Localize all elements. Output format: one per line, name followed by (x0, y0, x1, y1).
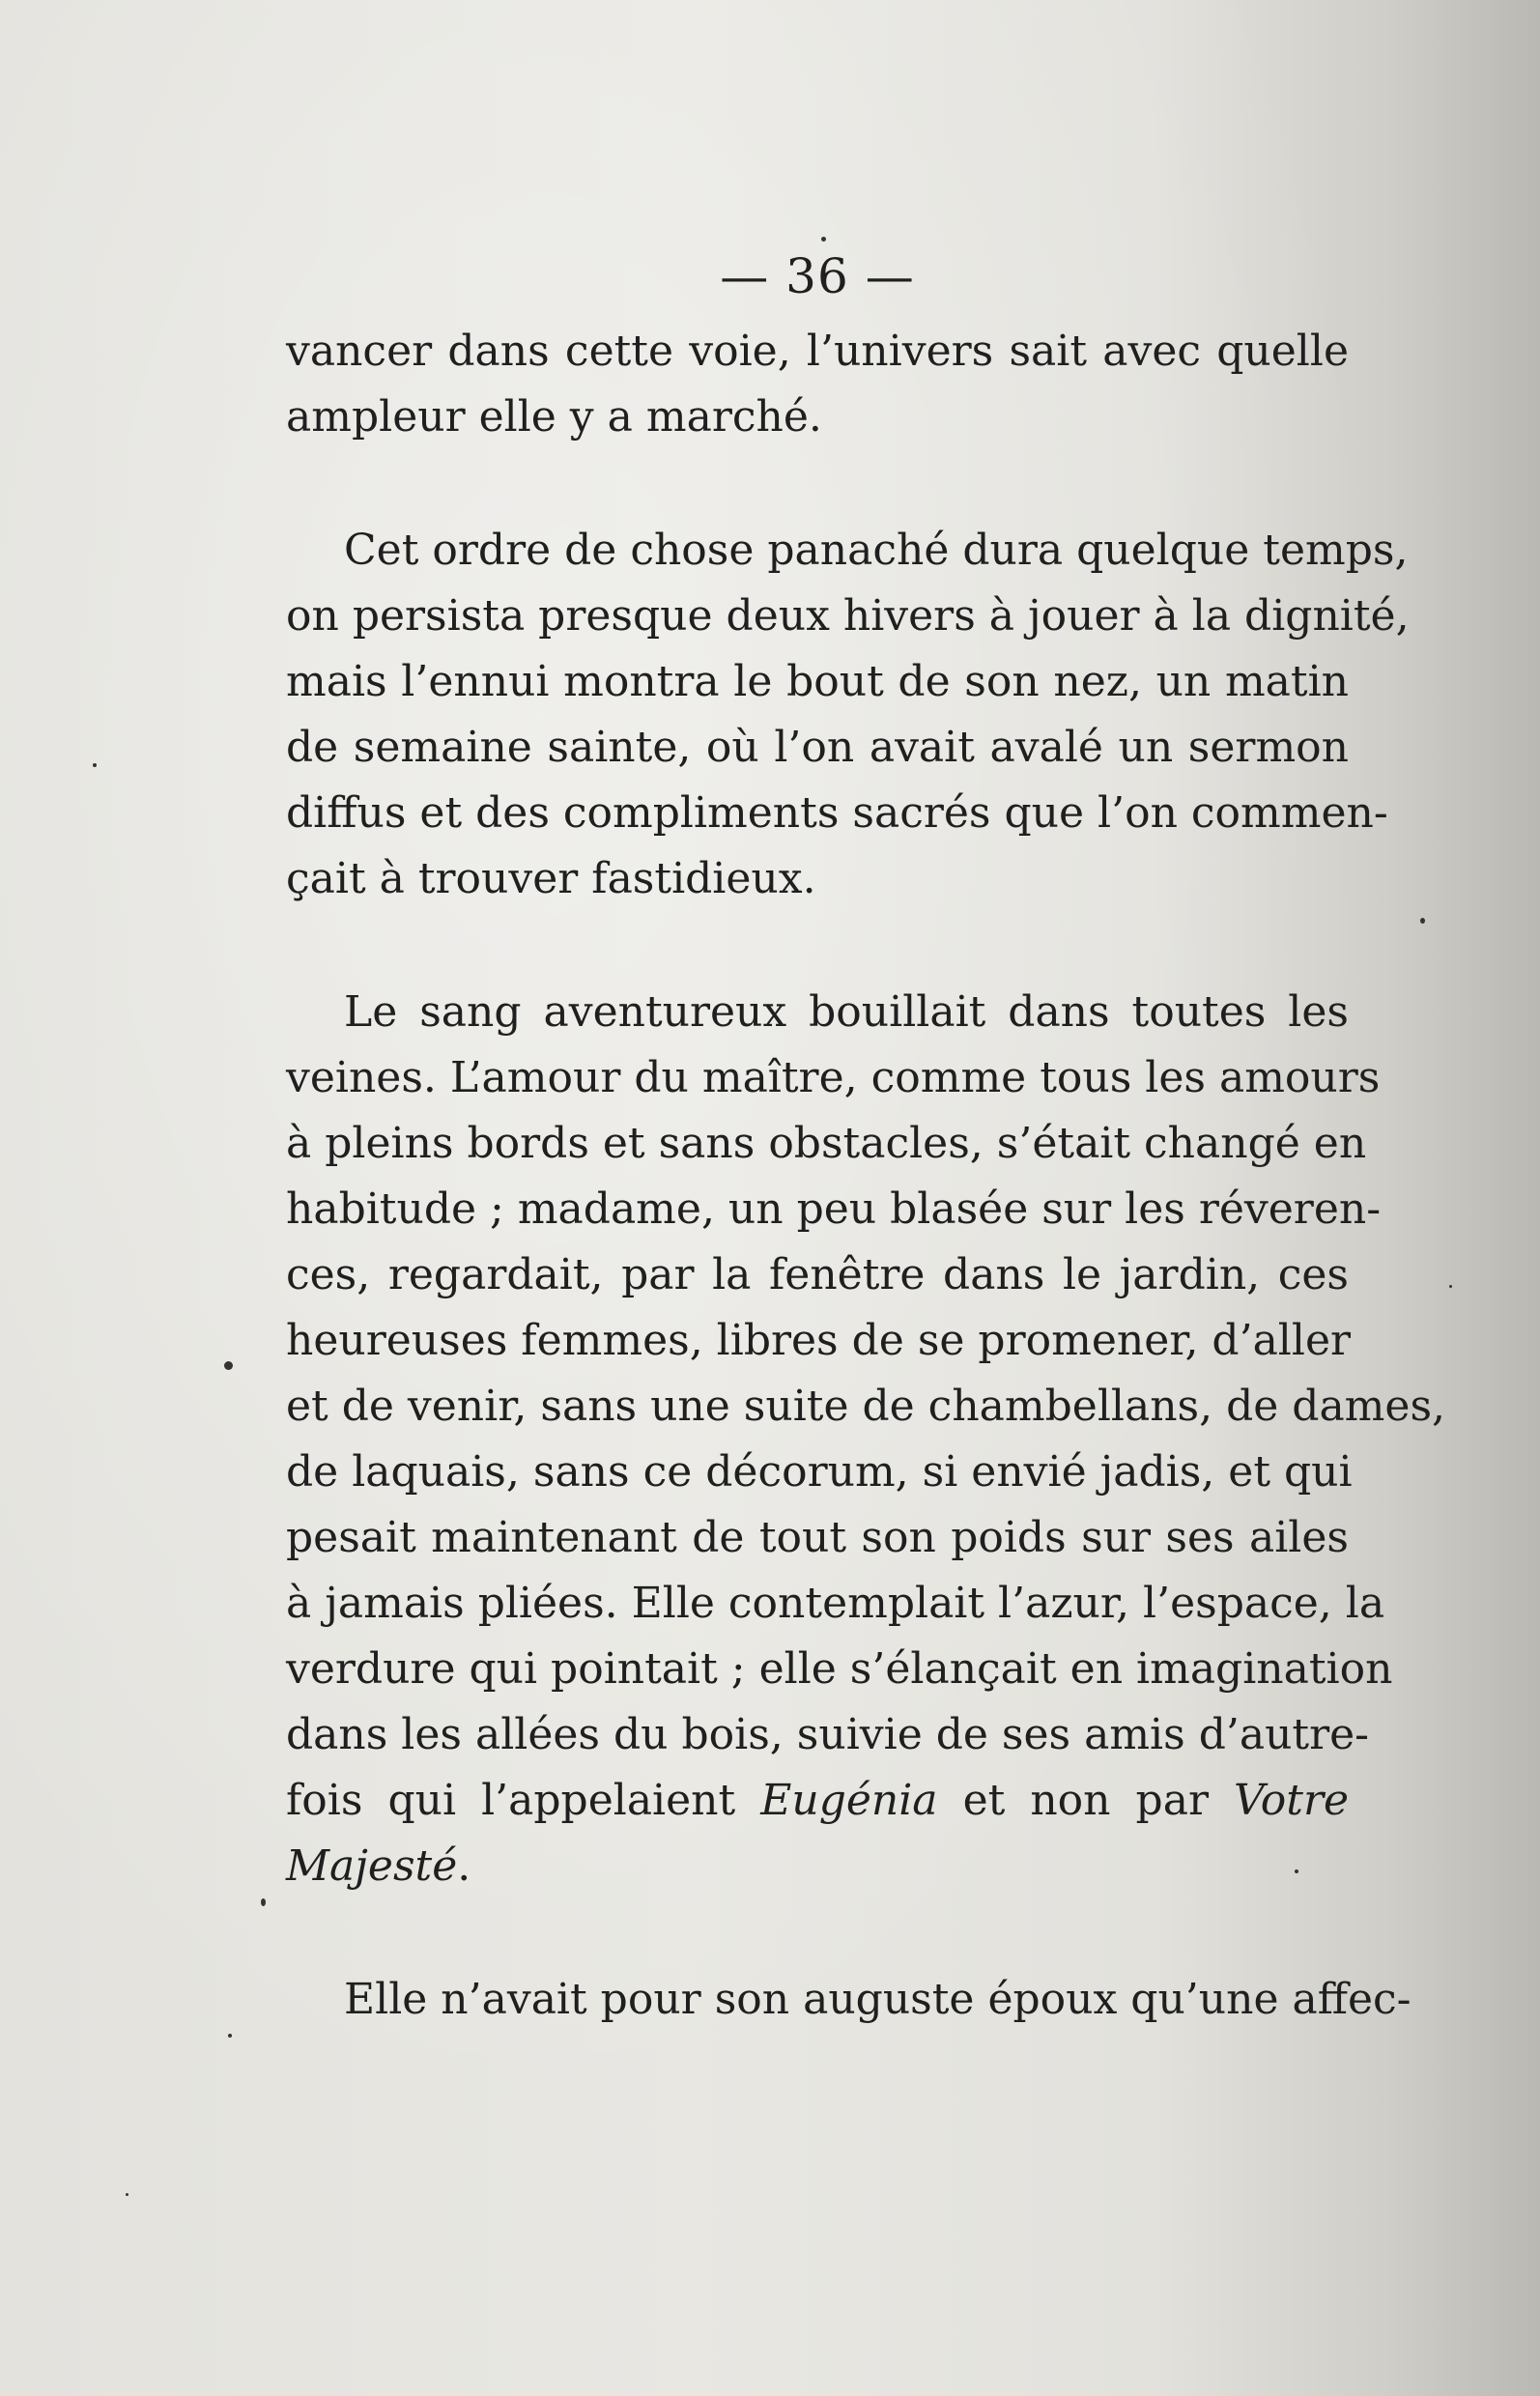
text-line: Elle n’avait pour son auguste époux qu’une affec- (344, 1975, 1412, 2024)
paper-speck (126, 2193, 128, 2196)
italic-title: Votre (1234, 1776, 1350, 1825)
text-line: on persista presque deux hivers à jouer à la dignité, (286, 591, 1410, 641)
paper-speck (93, 763, 97, 767)
paragraph-2 (286, 518, 1410, 912)
text-line: Cet ordre de chose panaché dura quelque temps, (344, 526, 1409, 575)
paragraph-1 (286, 319, 1349, 450)
italic-title: Majesté (286, 1841, 458, 1891)
paragraph-4 (286, 1967, 1412, 2033)
page-number: — 36 — (720, 248, 915, 304)
text-line: Le sang aventureux bouillait dans toutes les (344, 987, 1349, 1037)
text-line: et de venir, sans une suite de chambellans, de dames, (286, 1382, 1446, 1431)
text-line: pesait maintenant de tout son poids sur ses ailes (286, 1513, 1349, 1562)
text-run: . (457, 1841, 471, 1891)
text-run: et non par (937, 1776, 1235, 1825)
text-line: de semaine sainte, où l’on avait avalé un sermon (286, 723, 1349, 772)
text-line-mixed (286, 1768, 1349, 1834)
text-line: veines. L’amour du maître, comme tous les amours (286, 1053, 1381, 1102)
paper-speck (1449, 1285, 1452, 1288)
paper-speck (261, 1898, 266, 1906)
paper-speck (224, 1361, 233, 1370)
paper-speck (821, 237, 826, 242)
paragraph-gap (286, 450, 1349, 518)
paragraph-gap (286, 912, 1349, 980)
text-line: ampleur elle y a marché. (286, 392, 822, 442)
text-line: à pleins bords et sans obstacles, s’était changé en (286, 1119, 1367, 1168)
text-line: vancer dans cette voie, l’univers sait avec quelle (286, 327, 1349, 376)
paragraph-3 (286, 980, 1446, 1899)
italic-name: Eugénia (760, 1776, 938, 1825)
paper-speck (228, 2034, 232, 2038)
text-line: de laquais, sans ce décorum, si envié jadis, et qui (286, 1447, 1353, 1497)
text-line: ces, regardait, par la fenêtre dans le jardin, ces (286, 1250, 1349, 1299)
text-line: à jamais pliées. Elle contemplait l’azur, l’espace, la (286, 1579, 1385, 1628)
text-line: diffus et des compliments sacrés que l’on commen- (286, 788, 1388, 838)
page-text (286, 242, 1446, 2033)
text-line: mais l’ennui montra le bout de son nez, un matin (286, 657, 1349, 706)
text-line: heureuses femmes, libres de se promener, d’aller (286, 1316, 1352, 1365)
text-line: verdure qui pointait ; elle s’élançait en imagination (286, 1644, 1393, 1694)
paragraph-gap (286, 1899, 1349, 1967)
text-line: habitude ; madame, un peu blasée sur les réveren- (286, 1184, 1382, 1234)
text-line: çait à trouver fastidieux. (286, 854, 816, 903)
text-line: dans les allées du bois, suivie de ses amis d’autre- (286, 1710, 1370, 1759)
text-run: fois qui l’appelaient (286, 1776, 761, 1825)
paper-speck (1295, 1869, 1298, 1873)
paper-speck (1420, 918, 1425, 924)
text-line-last (286, 1834, 1349, 1899)
